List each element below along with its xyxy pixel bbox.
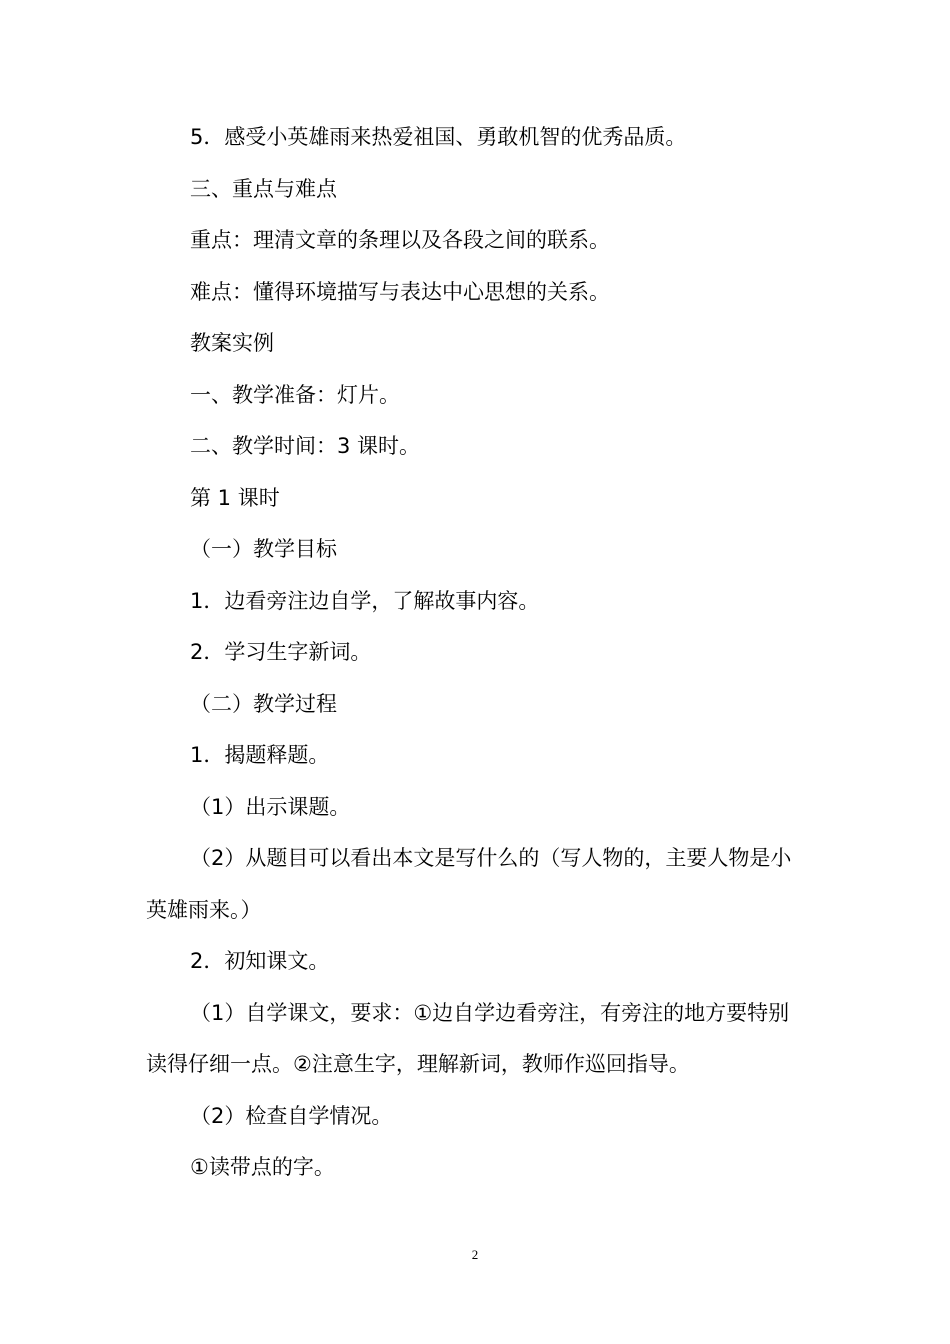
paragraph-goal-2: 2．学习生字新词。 bbox=[190, 640, 372, 664]
heading-teaching-goals: （一）教学目标 bbox=[190, 537, 337, 561]
paragraph-key-point: 重点：理清文章的条理以及各段之间的联系。 bbox=[190, 228, 610, 252]
paragraph-objective-5: 5．感受小英雄雨来热爱祖国、勇敢机智的优秀品质。 bbox=[190, 125, 687, 149]
heading-key-points: 三、重点与难点 bbox=[190, 176, 337, 201]
paragraph-step-1-1: （1）出示课题。 bbox=[190, 794, 351, 819]
paragraph-step-1-2: （2）从题目可以看出本文是写什么的（写人物的，主要人物是小英雄雨来。） bbox=[146, 846, 792, 922]
paragraph-preparation: 一、教学准备：灯片。 bbox=[190, 382, 400, 407]
heading-lesson-1: 第 1 课时 bbox=[190, 485, 280, 510]
paragraph-step-2-2: （2）检查自学情况。 bbox=[190, 1103, 393, 1128]
heading-lesson-example: 教案实例 bbox=[190, 331, 274, 355]
paragraph-step-2-1: （1）自学课文，要求：①边自学边看旁注，有旁注的地方要特别读得仔细一点。②注意生字，理解新词，教师作巡回指导。 bbox=[146, 1000, 790, 1076]
document-body bbox=[146, 112, 806, 1194]
paragraph-teaching-time: 二、教学时间：3 课时。 bbox=[190, 434, 421, 458]
heading-teaching-process: （二）教学过程 bbox=[190, 691, 337, 716]
paragraph-step-2: 2．初知课文。 bbox=[190, 949, 330, 973]
page-number: 2 bbox=[471, 1247, 479, 1262]
paragraph-difficulty: 难点：懂得环境描写与表达中心思想的关系。 bbox=[190, 279, 610, 304]
paragraph-step-1: 1．揭题释题。 bbox=[190, 743, 330, 767]
paragraph-step-2-2-a: ①读带点的字。 bbox=[190, 1155, 335, 1179]
paragraph-goal-1: 1．边看旁注边自学，了解故事内容。 bbox=[190, 588, 540, 613]
